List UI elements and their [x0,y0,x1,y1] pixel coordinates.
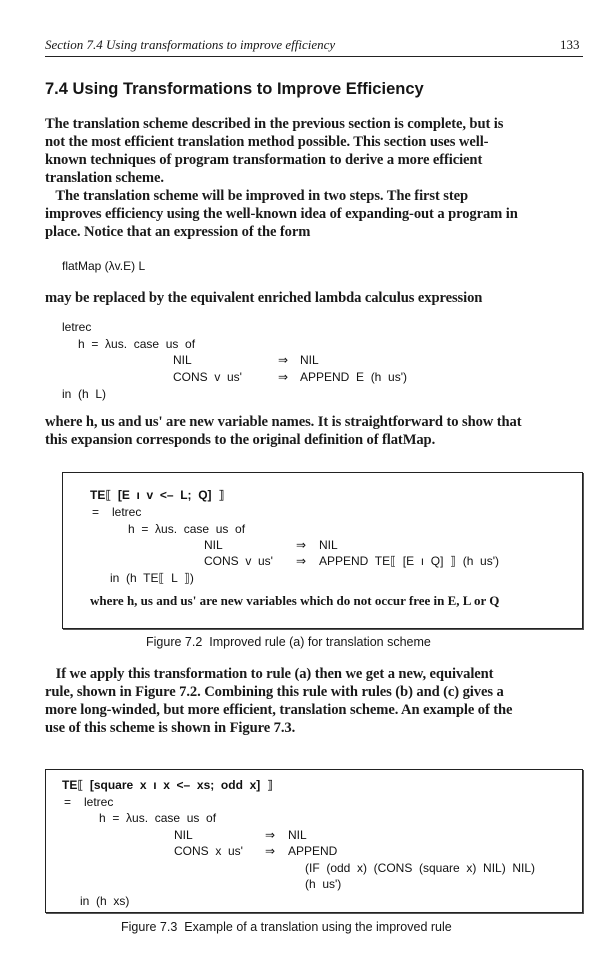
code-line: = [92,505,100,519]
code-line: letrec [84,795,114,809]
arrow-icon: ⇒ [296,554,307,568]
text-line: known techniques of program transformation to derive a more efficient [45,152,483,168]
code-line: NIL [288,828,307,842]
code-flatmap: flatMap (λv.E) L [62,259,146,273]
code-line: NIL [174,828,193,842]
paragraph-2: may be replaced by the equivalent enriched lambda calculus expression [45,290,483,306]
code-line: TE⟦ [square x ı x <– xs; odd x] ⟧ [62,778,273,792]
code-line: h = λus. case us of [128,522,246,536]
text-line: more long-winded, but more efficient, translation scheme. An example of the [45,702,513,718]
code-line: h = λus. case us of [99,811,217,825]
text-line: improves efficiency using the well-known idea of expanding-out a program in [45,206,518,222]
code-line: NIL [300,353,319,367]
text-line: not the most efficient translation method possible. This section uses well- [45,134,489,150]
text-line: If we apply this transformation to rule (a) then we get a new, equivalent [45,666,494,682]
code-line: CONS x us' [174,844,243,858]
code-line: in (h TE⟦ L ⟧) [110,571,194,585]
text-line: where h, us and us' are new variable names. It is straightforward to show that [45,414,522,430]
arrow-icon: ⇒ [265,844,276,858]
code-line: CONS v us' [204,554,273,568]
code-line: NIL [319,538,338,552]
text-line: translation scheme. [45,170,164,186]
text-line: The translation scheme will be improved in two steps. The first step [45,188,469,204]
code-line: (h us') [305,877,342,891]
code-line: (IF (odd x) (CONS (square x) NIL) NIL) [305,861,536,875]
arrow-icon: ⇒ [296,538,307,552]
text-line: rule, shown in Figure 7.2. Combining this rule with rules (b) and (c) gives a [45,684,504,700]
figure-7-2-caption: Figure 7.2 Improved rule (a) for translation scheme [146,635,431,649]
code-line: TE⟦ [E ı v <– L; Q] ⟧ [90,488,225,502]
arrow-icon: ⇒ [265,828,276,842]
code-line: in (h xs) [80,894,130,908]
code-line: APPEND TE⟦ [E ı Q] ⟧ (h us') [319,554,499,568]
code-line: NIL [173,353,192,367]
text-line: use of this scheme is shown in Figure 7.3. [45,720,296,736]
figure-note: where h, us and us' are new variables which do not occur free in E, L or Q [90,593,500,608]
page-number: 133 [560,37,580,52]
text-line: this expansion corresponds to the original definition of flatMap. [45,432,436,448]
header-rule [45,56,583,57]
code-line: = [64,795,72,809]
code-line: h = λus. case us of [78,337,196,351]
text-line: place. Notice that an expression of the form [45,224,311,240]
running-header: Section 7.4 Using transformations to improve efficiency [45,37,336,52]
arrow-icon: ⇒ [278,370,289,384]
section-title: 7.4 Using Transformations to Improve Efficiency [45,80,424,98]
code-line: APPEND E (h us') [300,370,407,384]
code-line: letrec [62,320,92,334]
figure-7-3-caption: Figure 7.3 Example of a translation using the improved rule [121,920,452,934]
code-line: CONS v us' [173,370,242,384]
arrow-icon: ⇒ [278,353,289,367]
code-line: NIL [204,538,223,552]
code-line: letrec [112,505,142,519]
code-line: APPEND [288,844,338,858]
code-line: in (h L) [62,387,107,401]
text-line: The translation scheme described in the previous section is complete, but is [45,116,504,132]
